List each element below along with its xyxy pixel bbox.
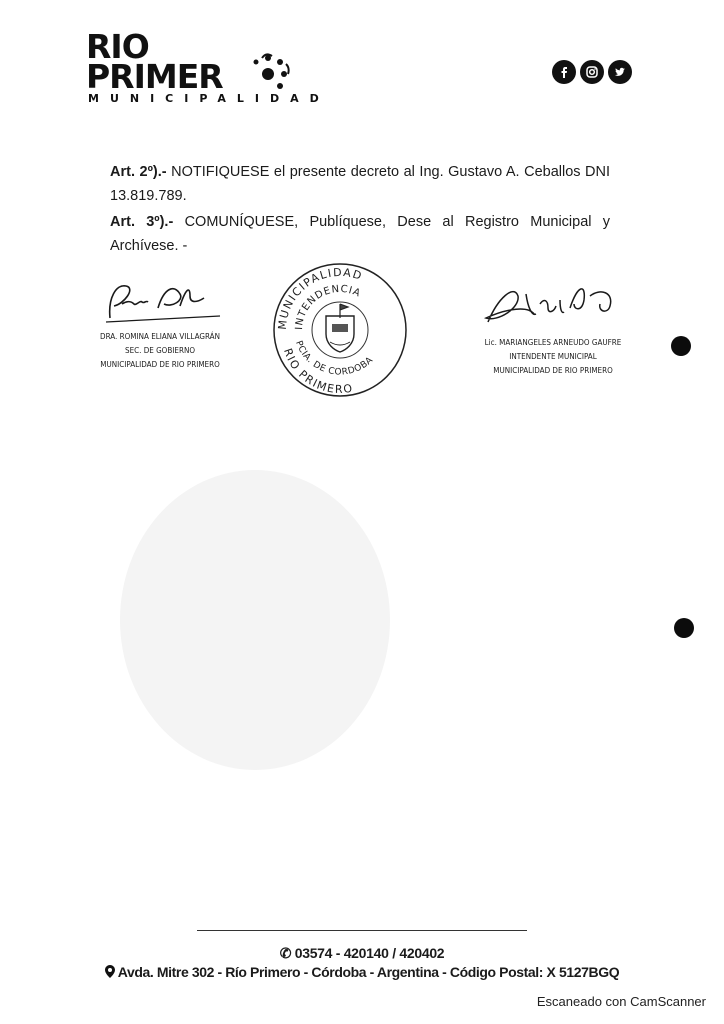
right-signer-role: INTENDENTE MUNICIPAL xyxy=(509,352,597,361)
scanner-watermark: Escaneado con CamScanner xyxy=(536,994,706,1009)
social-icons xyxy=(552,60,632,84)
stamp-bottom-text: PCIA. DE CORDOBA xyxy=(293,339,376,378)
location-pin-icon xyxy=(105,965,115,978)
stamp-mid-text: INTENDENCIA xyxy=(293,283,363,331)
stamp-bottom-text-2: RIO PRIMERO xyxy=(280,346,355,396)
right-signer-org: MUNICIPALIDAD DE RIO PRIMERO xyxy=(493,366,613,375)
left-signature-block xyxy=(92,330,228,372)
footer-address xyxy=(0,964,724,980)
logo-text-rio: RIO xyxy=(86,27,149,66)
right-signer-name: Lic. MARIANGELES ARNEUDO GAUFRE xyxy=(484,338,622,347)
stamp-top-text: MUNICIPALIDAD xyxy=(275,265,365,331)
left-handwritten-signature xyxy=(102,278,222,326)
background-ghost-mark xyxy=(120,470,390,770)
right-handwritten-signature xyxy=(478,278,628,334)
article-2-label: Art. 2º).- xyxy=(110,164,167,180)
phone-icon: ✆ xyxy=(279,945,292,961)
footer-phone-text: 03574 - 420140 / 420402 xyxy=(294,945,445,961)
right-signature-block xyxy=(478,336,628,378)
twitter-icon[interactable] xyxy=(608,60,632,84)
article-3-text: COMUNÍQUESE, Publíquese, Dese al Registro Municipal y Archívese. - xyxy=(110,214,611,254)
footer-divider xyxy=(197,930,527,931)
facebook-icon[interactable] xyxy=(552,60,576,84)
article-3 xyxy=(110,210,610,258)
logo-text-municipalidad: MUNICIPALIDAD xyxy=(88,92,330,105)
instagram-icon[interactable] xyxy=(580,60,604,84)
article-2-text: NOTIFIQUESE el presente decreto al Ing. Gustavo A. Ceballos DNI 13.819.789. xyxy=(110,164,611,204)
binder-hole-bottom xyxy=(674,618,694,638)
binder-hole-top xyxy=(671,336,691,356)
left-signer-role: SEC. DE GOBIERNO xyxy=(125,346,195,355)
article-2 xyxy=(110,160,610,208)
municipality-logo xyxy=(86,27,330,110)
footer-phone xyxy=(0,945,724,962)
sun-logo-icon xyxy=(246,50,290,94)
left-signer-name: DRA. ROMINA ELIANA VILLAGRÁN xyxy=(100,332,220,341)
official-stamp xyxy=(272,262,408,398)
article-3-label: Art. 3º).- xyxy=(110,214,174,230)
footer-address-text: Avda. Mitre 302 - Río Primero - Córdoba - Argentina - Código Postal: X 5127BGQ xyxy=(117,964,620,980)
logo-text-primer: PRIMER xyxy=(86,57,223,96)
coat-of-arms-icon xyxy=(326,304,354,352)
left-signer-org: MUNICIPALIDAD DE RIO PRIMERO xyxy=(100,360,220,369)
